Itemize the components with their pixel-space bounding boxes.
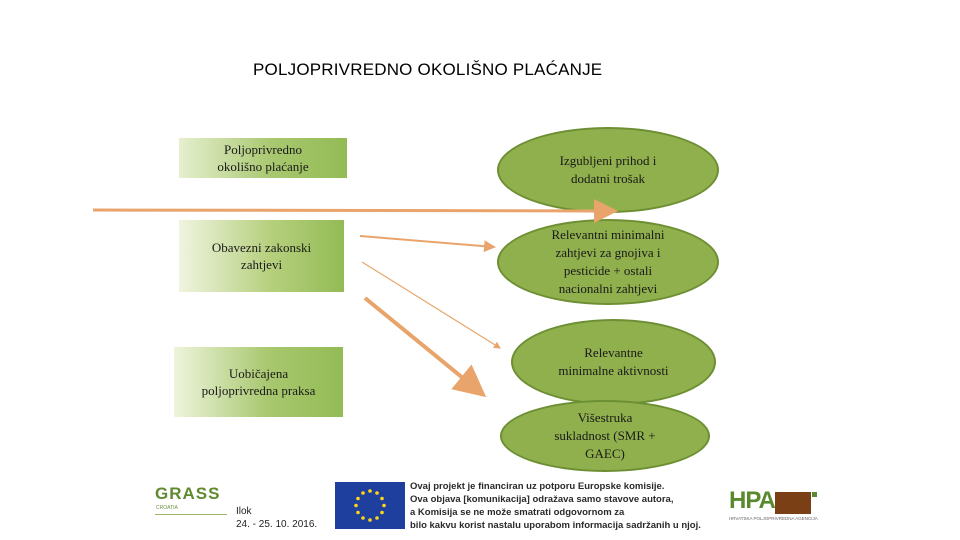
eu-line4: bilo kakvu korist nastalu uporabom informacija sadržanih u njoj. [410, 520, 701, 531]
venue-line2: 24. - 25. 10. 2016. [236, 519, 318, 530]
venue-info [236, 505, 317, 531]
hpa-logo-block [775, 492, 811, 514]
ellipse2-line1: Relevantni minimalni [551, 227, 665, 242]
ellipse4-line2: sukladnost (SMR + [554, 428, 656, 443]
ellipse2-line3: pesticide + ostali [563, 263, 653, 278]
box2-line2: zahtjevi [240, 257, 283, 272]
box2-line1: Obavezni zakonski [211, 240, 312, 255]
venue-line1: Ilok [236, 506, 252, 517]
eu-line2: Ova objava [komunikacija] odražava samo stavove autora, [410, 494, 674, 505]
arrow-to-ellipse2 [360, 236, 494, 247]
arrow-horizontal [93, 210, 612, 211]
box3-line1: Uobičajena [228, 366, 289, 381]
hpa-logo-sub: HRVATSKA POLJOPRIVREDNA AGENCIJA [729, 516, 818, 521]
ellipse1-line2: dodatni trošak [570, 171, 645, 186]
grass-logo-rule [155, 514, 227, 515]
diagram-title: POLJOPRIVREDNO OKOLIŠNO PLAĆANJE [253, 60, 603, 79]
grass-logo-text: GRASS [155, 484, 221, 503]
ellipse2-line4: nacionalni zahtjevi [558, 281, 658, 296]
eu-line1: Ovaj projekt je financiran uz potporu Europske komisije. [410, 481, 665, 492]
ellipse1-line1: Izgubljeni prihod i [559, 153, 657, 168]
hpa-logo-dot [812, 492, 817, 497]
ellipse4-line3: GAEC) [585, 446, 625, 461]
eu-disclaimer [410, 480, 701, 532]
ellipse4-line1: Višestruka [577, 410, 633, 425]
grass-logo-sub: CROATIA [156, 505, 178, 511]
box1-line1: Poljoprivredno [224, 142, 302, 157]
box3-line2: poljoprivredna praksa [201, 383, 316, 398]
arrow-to-ellipse3 [362, 262, 500, 348]
arrow-to-ellipse4 [365, 298, 480, 392]
box1-line2: okolišno plaćanje [217, 159, 309, 174]
eu-flag-icon [335, 482, 405, 529]
ellipse3-line1: Relevantne [584, 345, 643, 360]
ellipse3-line2: minimalne aktivnosti [558, 363, 669, 378]
ellipse2-line2: zahtjevi za gnojiva i [555, 245, 661, 260]
eu-line3: a Komisija se ne može smatrati odgovornom za [410, 507, 625, 518]
hpa-logo-text: HPA [729, 487, 775, 514]
